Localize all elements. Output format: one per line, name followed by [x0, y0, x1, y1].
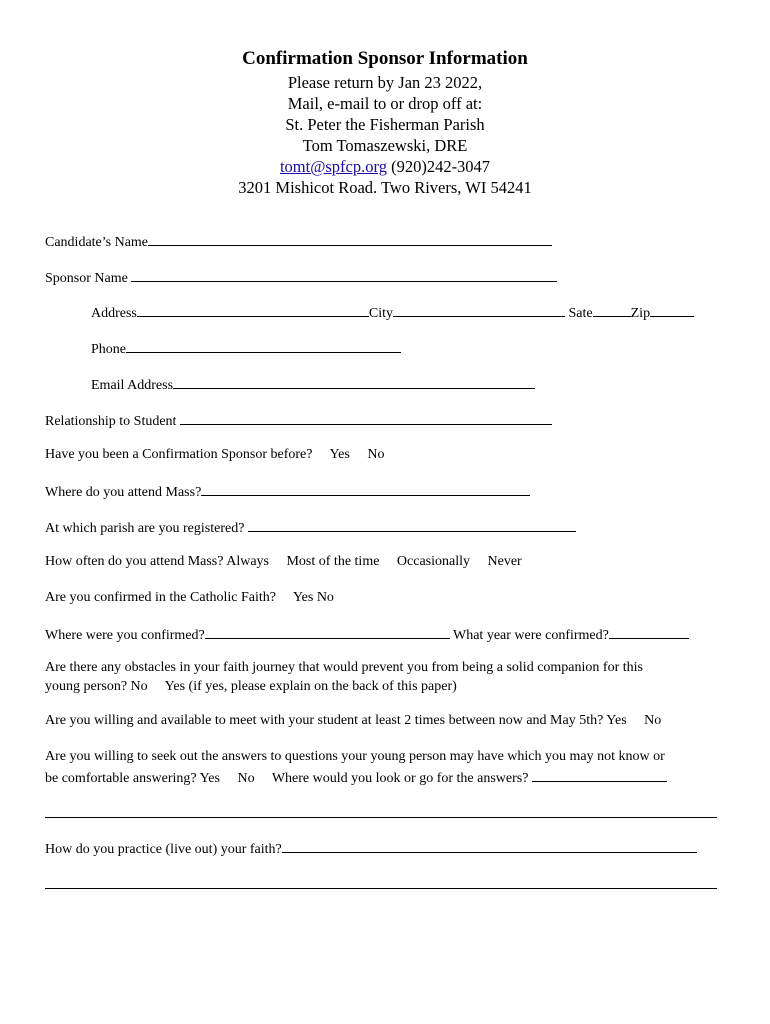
confirmed-catholic-question: Are you confirmed in the Catholic Faith?: [45, 590, 276, 605]
how-often-question: How often do you attend Mass?: [45, 554, 224, 569]
relationship-row: [45, 410, 552, 431]
where-look-extra-line[interactable]: [45, 817, 717, 818]
email-address-field[interactable]: [173, 374, 535, 389]
phone-label: Phone: [91, 342, 126, 357]
willing-meet-question: Are you willing and available to meet with your student at least 2 times between now and May 5th?: [45, 713, 604, 728]
address-label: Address: [91, 306, 137, 321]
parish-name: St. Peter the Fisherman Parish: [285, 115, 485, 134]
seek-answers-line-2: [45, 767, 667, 788]
contact-line: [0, 156, 770, 177]
obstacles-question-end: young person?: [45, 679, 128, 694]
obstacles-line-1: Are there any obstacles in your faith journey that would prevent you from being a solid companion for this: [45, 660, 643, 675]
year-confirmed-field[interactable]: [609, 624, 689, 639]
option-always[interactable]: Always: [226, 554, 269, 569]
sponsor-name-row: [45, 267, 557, 288]
candidate-name-row: [45, 231, 552, 252]
dre-name: Tom Tomaszewski, DRE: [302, 136, 468, 155]
willing-meet-row: [45, 712, 661, 730]
phone-row: [91, 338, 401, 359]
city-field[interactable]: [393, 302, 565, 317]
parish-address: 3201 Mishicot Road. Two Rivers, WI 54241: [238, 178, 532, 197]
sponsor-before-row: [45, 446, 384, 464]
obstacles-no[interactable]: No: [130, 679, 148, 694]
option-most-of-the-time[interactable]: Most of the time: [286, 554, 380, 569]
where-confirmed-row: [45, 624, 689, 645]
sponsor-before-no[interactable]: No: [367, 447, 385, 462]
where-look-field[interactable]: [532, 767, 667, 782]
seek-answers-question-end: be comfortable answering?: [45, 771, 197, 786]
email-row: [91, 374, 535, 395]
seek-answers-yes[interactable]: Yes: [199, 771, 220, 786]
attend-mass-row: [45, 481, 530, 502]
registered-parish-field[interactable]: [248, 517, 576, 532]
zip-field[interactable]: [650, 302, 694, 317]
where-confirmed-field[interactable]: [205, 624, 450, 639]
candidate-name-field[interactable]: [148, 231, 552, 246]
obstacles-yes-note[interactable]: Yes (if yes, please explain on the back of this paper): [164, 679, 457, 694]
confirmed-catholic-row: [45, 589, 334, 607]
year-confirmed-question: What year were confirmed?: [453, 628, 609, 643]
city-label: City: [368, 306, 394, 321]
return-date-line: Please return by Jan 23 2022,: [287, 73, 483, 92]
relationship-label: Relationship to Student: [45, 414, 177, 429]
state-label: Sate: [568, 306, 593, 321]
sponsor-name-label: Sponsor Name: [45, 271, 128, 286]
obstacles-line-2: [45, 678, 457, 696]
relationship-field[interactable]: [180, 410, 552, 425]
seek-answers-no[interactable]: No: [237, 771, 255, 786]
willing-meet-yes[interactable]: Yes: [606, 713, 627, 728]
option-never[interactable]: Never: [487, 554, 522, 569]
zip-label: Zip: [630, 306, 651, 321]
candidate-name-label: Candidate’s Name: [45, 235, 149, 250]
where-confirmed-question: Where were you confirmed?: [45, 628, 205, 643]
sponsor-name-field[interactable]: [131, 267, 557, 282]
attend-mass-field[interactable]: [201, 481, 530, 496]
state-field[interactable]: [593, 302, 631, 317]
phone-field[interactable]: [126, 338, 401, 353]
confirmed-catholic-yes[interactable]: Yes: [292, 590, 314, 605]
address-row: [91, 302, 694, 323]
practice-faith-field[interactable]: [282, 838, 697, 853]
address-field[interactable]: [137, 302, 369, 317]
where-look-question: Where would you look or go for the answers?: [271, 771, 529, 786]
sponsor-before-question: Have you been a Confirmation Sponsor before?: [45, 447, 313, 462]
practice-faith-question: How do you practice (live out) your faith?: [45, 842, 282, 857]
seek-answers-line-1: Are you willing to seek out the answers to questions your young person may have which you may not know or: [45, 749, 665, 764]
email-address-label: Email Address: [91, 378, 174, 393]
sponsor-before-yes[interactable]: Yes: [329, 447, 350, 462]
delivery-instructions: Mail, e-mail to or drop off at:: [287, 94, 483, 113]
attend-mass-question: Where do you attend Mass?: [45, 485, 202, 500]
registered-parish-question: At which parish are you registered?: [45, 521, 245, 536]
option-occasionally[interactable]: Occasionally: [396, 554, 471, 569]
willing-meet-no[interactable]: No: [644, 713, 662, 728]
how-often-row: [45, 553, 522, 571]
page-title: Confirmation Sponsor Information: [242, 48, 528, 69]
registered-parish-row: [45, 517, 576, 538]
practice-faith-row: [45, 838, 697, 859]
email-link[interactable]: tomt@spfcp.org: [279, 157, 387, 176]
contact-phone: (920)242-3047: [391, 157, 491, 176]
confirmed-catholic-no[interactable]: No: [316, 590, 334, 605]
practice-faith-extra-line[interactable]: [45, 888, 717, 889]
